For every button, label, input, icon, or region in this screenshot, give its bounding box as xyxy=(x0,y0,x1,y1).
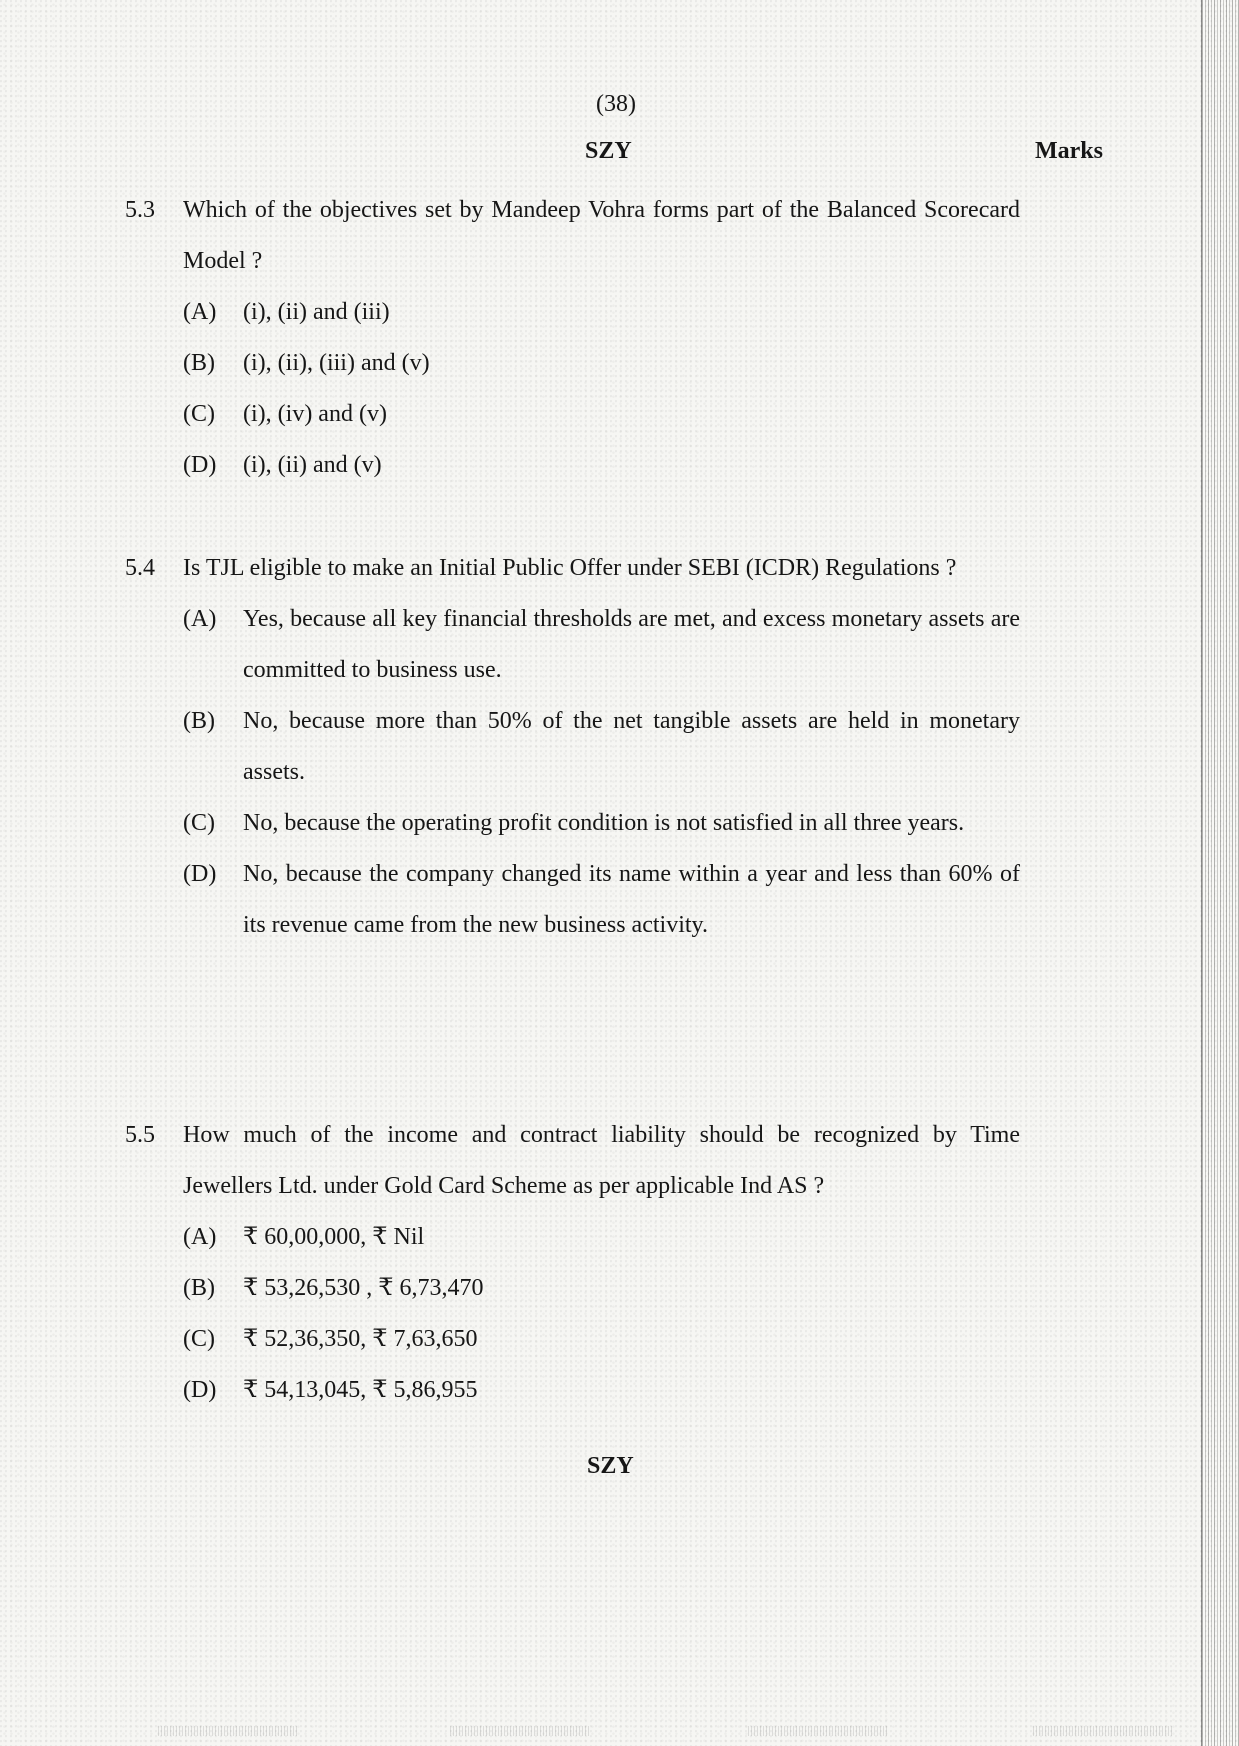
option-a xyxy=(183,594,1020,696)
option-text: No, because the operating profit condition is not satisfied in all three years. xyxy=(243,810,965,836)
question-number: 5.4 xyxy=(125,555,155,581)
option-text: (i), (ii), (iii) and (v) xyxy=(243,350,430,376)
page-number: (38) xyxy=(596,91,636,117)
scan-smudge xyxy=(748,1726,888,1736)
answer-options xyxy=(183,594,1020,951)
footer-paper-code: SZY xyxy=(587,1453,634,1479)
option-label: (B) xyxy=(183,1275,215,1301)
option-label: (B) xyxy=(183,708,215,734)
option-b xyxy=(183,1263,1020,1314)
option-d xyxy=(183,1365,1020,1416)
marks-heading: Marks xyxy=(1035,138,1103,164)
option-text: Yes, because all key financial thresholds are met, and excess monetary assets are committed to business use. xyxy=(243,606,1020,683)
question-number: 5.3 xyxy=(125,197,155,223)
option-text: (i), (ii) and (iii) xyxy=(243,299,390,325)
option-label: (C) xyxy=(183,1326,215,1352)
answer-options xyxy=(183,287,1020,491)
option-label: (A) xyxy=(183,299,217,325)
option-label: (B) xyxy=(183,350,215,376)
option-d xyxy=(183,849,1020,951)
option-b xyxy=(183,696,1020,798)
option-text: No, because more than 50% of the net tangible assets are held in monetary assets. xyxy=(243,708,1020,785)
option-label: (C) xyxy=(183,810,215,836)
question-stem xyxy=(125,185,1020,287)
option-label: (A) xyxy=(183,1224,217,1250)
option-a xyxy=(183,1212,1020,1263)
option-label: (C) xyxy=(183,401,215,427)
option-label: (D) xyxy=(183,452,217,478)
scan-smudge xyxy=(1033,1726,1173,1736)
option-b xyxy=(183,338,1020,389)
scan-smudge xyxy=(158,1726,298,1736)
question-5-3 xyxy=(125,185,1020,491)
option-c xyxy=(183,389,1020,440)
option-d xyxy=(183,440,1020,491)
question-text: How much of the income and contract liability should be recognized by Time Jewellers Ltd. under Gold Card Scheme as per applicable Ind AS ? xyxy=(183,1122,1020,1199)
option-label: (D) xyxy=(183,861,217,887)
option-text: No, because the company changed its name within a year and less than 60% of its revenue came from the new business activity. xyxy=(243,861,1020,938)
option-label: (D) xyxy=(183,1377,217,1403)
question-5-5 xyxy=(125,1110,1020,1416)
paper-code: SZY xyxy=(585,138,632,164)
option-text: (i), (ii) and (v) xyxy=(243,452,382,478)
scan-smudge xyxy=(450,1726,590,1736)
option-a xyxy=(183,287,1020,338)
option-text: ₹ 53,26,530 , ₹ 6,73,470 xyxy=(243,1275,484,1301)
option-label: (A) xyxy=(183,606,217,632)
option-text: ₹ 52,36,350, ₹ 7,63,650 xyxy=(243,1326,478,1352)
scan-binding-strip xyxy=(1201,0,1239,1746)
question-5-4 xyxy=(125,543,1020,951)
question-text: Is TJL eligible to make an Initial Public Offer under SEBI (ICDR) Regulations ? xyxy=(183,555,957,581)
answer-options xyxy=(183,1212,1020,1416)
option-text: ₹ 60,00,000, ₹ Nil xyxy=(243,1224,425,1250)
option-c xyxy=(183,1314,1020,1365)
question-stem xyxy=(125,1110,1020,1212)
question-stem xyxy=(125,543,1020,594)
question-text: Which of the objectives set by Mandeep Vohra forms part of the Balanced Scorecard Model ? xyxy=(183,197,1020,274)
option-text: ₹ 54,13,045, ₹ 5,86,955 xyxy=(243,1377,478,1403)
option-text: (i), (iv) and (v) xyxy=(243,401,387,427)
option-c xyxy=(183,798,1020,849)
question-number: 5.5 xyxy=(125,1122,155,1148)
